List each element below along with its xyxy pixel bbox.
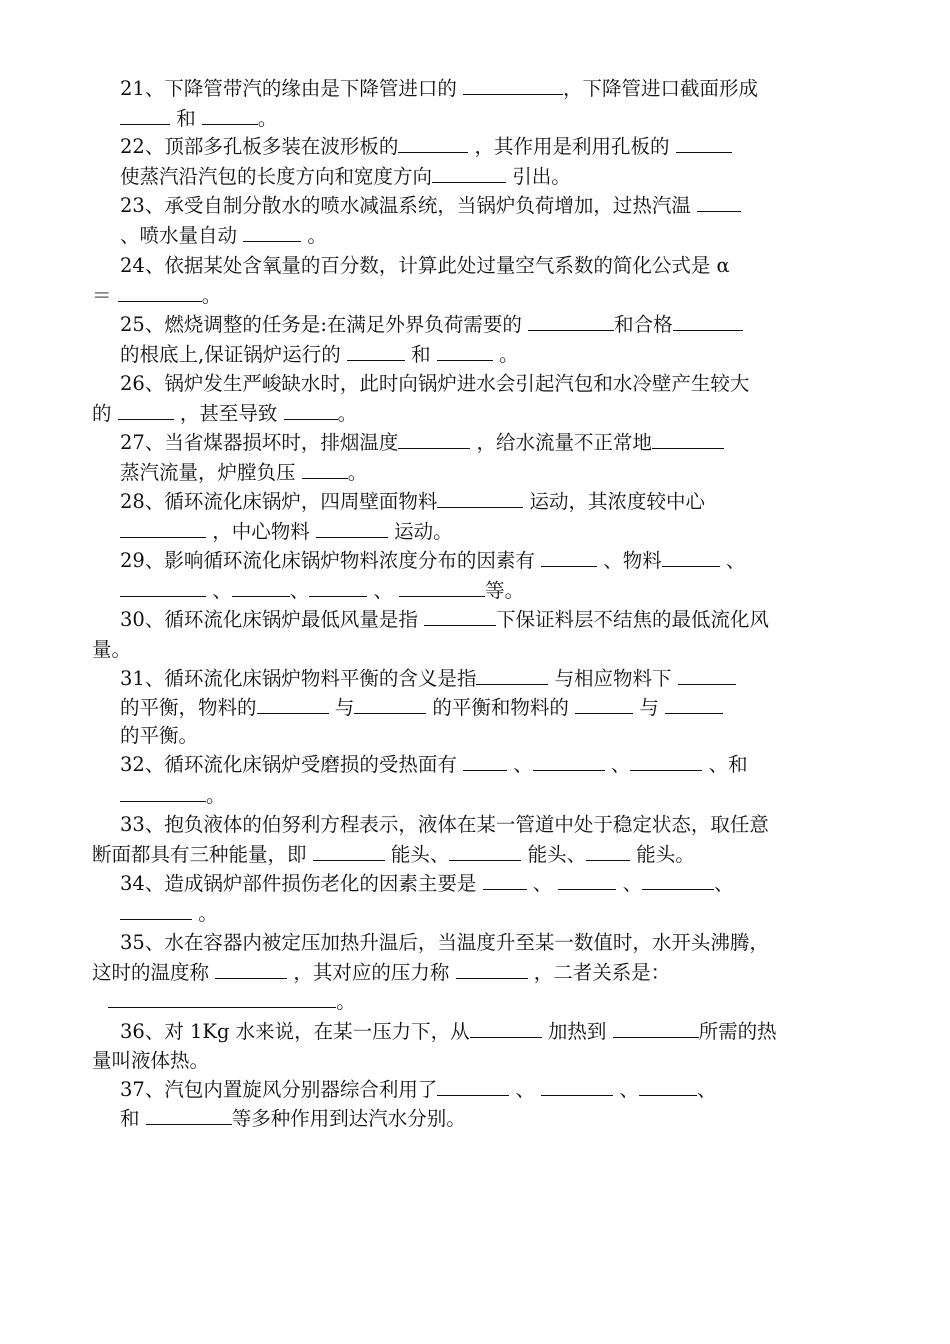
question-line <box>102 988 356 1016</box>
question-text: 的 <box>92 402 118 425</box>
question-text: 37、汽包内置旋风分别器综合利用了 <box>120 1078 438 1101</box>
question-text: 与相应物料下 <box>548 667 678 690</box>
answer-blank[interactable] <box>541 548 597 567</box>
answer-blank[interactable] <box>309 578 367 597</box>
question-text: 运动，其浓度较中心 <box>523 490 706 513</box>
question-text: 。 <box>301 224 327 247</box>
question-text: 30、循环流化床锅炉最低风量是指 <box>120 608 425 631</box>
question-line <box>92 841 695 869</box>
answer-blank[interactable] <box>662 548 720 567</box>
question-line <box>120 488 705 516</box>
answer-blank[interactable] <box>120 106 170 125</box>
question-text: ，其对应的压力称 <box>287 961 456 984</box>
question-text: 。 <box>192 902 218 925</box>
answer-blank[interactable] <box>541 1077 613 1096</box>
question-text: ，给水流量不正常地 <box>470 431 653 454</box>
question-text: 断面都具有三种能量，即 <box>92 843 313 866</box>
answer-blank[interactable] <box>120 519 206 538</box>
question-text: 、 <box>509 1078 542 1101</box>
question-text: 的平衡，物料的 <box>120 696 257 719</box>
answer-blank[interactable] <box>108 989 336 1008</box>
answer-blank[interactable] <box>243 223 301 242</box>
question-text: 、 <box>604 753 631 776</box>
answer-blank[interactable] <box>202 106 258 125</box>
question-text: 、 <box>616 872 643 895</box>
question-text: ，甚至导致 <box>173 402 284 425</box>
question-text: 31、循环流化床锅炉物料平衡的含义是指 <box>120 667 477 690</box>
question-text: 32、循环流化床锅炉受磨损的受热面有 <box>120 753 464 776</box>
question-text: 23、承受自制分散水的喷水减温系统，当锅炉负荷增加，过热汽温 <box>120 194 698 217</box>
question-text: 、 <box>714 872 734 895</box>
question-line <box>120 606 769 634</box>
answer-blank[interactable] <box>424 607 496 626</box>
answer-blank[interactable] <box>118 401 174 420</box>
question-text: 与 <box>633 696 666 719</box>
question-text: 、 <box>289 579 310 602</box>
question-text: 26、锅炉发生严峻缺水时，此时向锅炉进水会引起汽包和水冷壁产生较大 <box>120 372 750 395</box>
question-text: 等。 <box>485 579 525 602</box>
question-text: 蒸汽流量，炉膛负压 <box>120 461 302 484</box>
question-line <box>120 105 277 133</box>
question-text: 35、水在容器内被定压加热升温后，当温度升至某一数值时，水开头沸腾， <box>120 931 769 954</box>
answer-blank[interactable] <box>347 342 405 361</box>
answer-blank[interactable] <box>449 842 521 861</box>
answer-blank[interactable] <box>399 578 485 597</box>
question-line <box>92 959 670 987</box>
question-text: 和合格 <box>614 313 673 336</box>
answer-blank[interactable] <box>652 430 724 449</box>
answer-blank[interactable] <box>432 164 506 183</box>
question-line <box>92 282 221 310</box>
question-text: 所需的热 <box>698 1020 777 1043</box>
answer-blank[interactable] <box>120 578 206 597</box>
question-text: 34、造成锅炉部件损伤老化的因素主要是 <box>120 872 483 895</box>
question-text: 能头。 <box>630 843 695 866</box>
answer-blank[interactable] <box>470 1019 542 1038</box>
question-text: 和 <box>170 107 202 130</box>
answer-blank[interactable] <box>613 1019 699 1038</box>
question-text: 28、循环流化床锅炉，四周壁面物料 <box>120 490 438 513</box>
question-text: 24、依据某处含氧量的百分数，计算此处过量空气系数的简化公式是 α <box>120 254 730 277</box>
question-text: 、和 <box>702 753 748 776</box>
question-text: 、 <box>526 872 559 895</box>
answer-blank[interactable] <box>437 489 523 508</box>
question-line <box>120 751 748 779</box>
answer-blank[interactable] <box>437 1077 509 1096</box>
answer-blank[interactable] <box>642 871 714 890</box>
question-text: 33、抱负液体的伯努利方程表示，液体在某一管道中处于稳定状态，取任意 <box>120 813 769 836</box>
question-text: 运动。 <box>387 520 453 543</box>
question-text: ，二者关系是： <box>527 961 671 984</box>
question-text: 与 <box>328 696 355 719</box>
question-line <box>120 459 367 487</box>
question-text: 和 <box>120 1107 146 1130</box>
answer-blank[interactable] <box>639 1077 697 1096</box>
answer-blank[interactable] <box>316 519 388 538</box>
question-text: 的根底上,保证锅炉运行的 <box>120 343 347 366</box>
question-line <box>120 782 226 810</box>
question-text: 29、影响循环流化床锅炉物料浓度分布的因素有 <box>120 549 542 572</box>
question-text: 。 <box>492 343 519 366</box>
question-line <box>120 370 749 398</box>
question-line <box>120 192 741 220</box>
question-text: 25、燃烧调整的任务是:在满足外界负荷需要的 <box>120 313 529 336</box>
answer-blank[interactable] <box>463 76 563 95</box>
question-text: 这时的温度称 <box>92 961 216 984</box>
answer-blank[interactable] <box>302 460 348 479</box>
answer-blank[interactable] <box>586 842 630 861</box>
question-line <box>120 929 769 957</box>
answer-blank[interactable] <box>215 960 287 979</box>
answer-blank[interactable] <box>398 134 468 153</box>
question-line <box>120 341 519 369</box>
answer-blank[interactable] <box>476 666 548 685</box>
answer-blank[interactable] <box>120 901 192 920</box>
question-text: 量。 <box>92 638 132 661</box>
question-text: 、 <box>206 579 232 602</box>
question-text: 的平衡。 <box>120 724 199 747</box>
question-text: 引出。 <box>506 165 571 188</box>
answer-blank[interactable] <box>697 193 741 212</box>
question-line <box>120 694 723 722</box>
answer-blank[interactable] <box>630 752 702 771</box>
question-text: 使蒸汽沿汽包的长度方向和宽度方向 <box>120 165 433 188</box>
question-line <box>120 547 745 575</box>
question-line <box>120 518 453 546</box>
question-line <box>120 1076 716 1104</box>
question-text: 等多种作用到达汽水分别。 <box>231 1107 466 1130</box>
answer-blank[interactable] <box>354 695 426 714</box>
question-text: 、 <box>719 549 746 572</box>
question-text: 。 <box>337 402 358 425</box>
question-text: 、 <box>507 753 533 776</box>
question-text: 。 <box>347 461 368 484</box>
answer-blank[interactable] <box>558 871 616 890</box>
question-text: 、喷水量自动 <box>120 224 244 247</box>
question-text: 。 <box>201 284 222 307</box>
question-line <box>92 1047 209 1075</box>
answer-blank[interactable] <box>398 430 470 449</box>
answer-blank[interactable] <box>676 134 732 153</box>
question-text: 能头、 <box>521 843 587 866</box>
question-line <box>92 636 131 664</box>
question-line <box>120 429 724 457</box>
question-text: 27、当省煤器损坏时，排烟温度 <box>120 431 399 454</box>
question-line <box>120 577 524 605</box>
question-line <box>92 400 357 428</box>
question-text: ，其作用是利用孔板的 <box>468 135 676 158</box>
question-text: 的平衡和物料的 <box>426 696 576 719</box>
question-text: 21、下降管带汽的缘由是下降管进口的 <box>120 77 464 100</box>
question-line <box>120 665 736 693</box>
answer-blank[interactable] <box>232 578 290 597</box>
answer-blank[interactable] <box>146 1106 232 1125</box>
question-text: 。 <box>257 107 278 130</box>
answer-blank[interactable] <box>456 960 528 979</box>
question-text: 22、顶部多孔板多装在波形板的 <box>120 135 399 158</box>
question-text: 量叫液体热。 <box>92 1049 210 1072</box>
answer-blank[interactable] <box>284 401 338 420</box>
answer-blank[interactable] <box>678 666 736 685</box>
question-line <box>120 75 758 103</box>
answer-blank[interactable] <box>313 842 385 861</box>
question-line <box>120 311 743 339</box>
question-text: 、 <box>367 579 400 602</box>
answer-blank[interactable] <box>528 312 614 331</box>
question-text: 36、对 1Kg 水来说，在某一压力下，从 <box>120 1020 470 1043</box>
question-line <box>120 133 732 161</box>
question-text: ，中心物料 <box>206 520 316 543</box>
answer-blank[interactable] <box>463 752 507 771</box>
answer-blank[interactable] <box>533 752 605 771</box>
question-text: 能头、 <box>384 843 450 866</box>
answer-blank[interactable] <box>665 695 723 714</box>
question-text: 、 <box>696 1078 717 1101</box>
question-line <box>120 222 327 250</box>
question-line <box>120 722 198 750</box>
question-text: ，下降管进口截面形成 <box>563 77 759 100</box>
question-line <box>120 252 730 280</box>
question-line <box>120 163 571 191</box>
question-line <box>120 1105 466 1133</box>
question-text: 。 <box>206 784 226 807</box>
question-line <box>120 1018 777 1046</box>
question-line <box>120 870 734 898</box>
question-line <box>120 811 769 839</box>
answer-blank[interactable] <box>257 695 329 714</box>
question-text: ＝ <box>92 284 118 307</box>
question-text: 、 <box>613 1078 639 1101</box>
answer-blank[interactable] <box>673 312 743 331</box>
question-text: 和 <box>404 343 437 366</box>
question-line <box>120 900 218 928</box>
answer-blank[interactable] <box>437 342 493 361</box>
question-text: 加热到 <box>541 1020 613 1043</box>
answer-blank[interactable] <box>483 871 527 890</box>
answer-blank[interactable] <box>118 283 202 302</box>
question-text: 下保证料层不结焦的最低流化风 <box>496 608 770 631</box>
question-text: 。 <box>336 990 356 1013</box>
answer-blank[interactable] <box>575 695 633 714</box>
answer-blank[interactable] <box>120 783 206 802</box>
question-text: 、物料 <box>597 549 662 572</box>
